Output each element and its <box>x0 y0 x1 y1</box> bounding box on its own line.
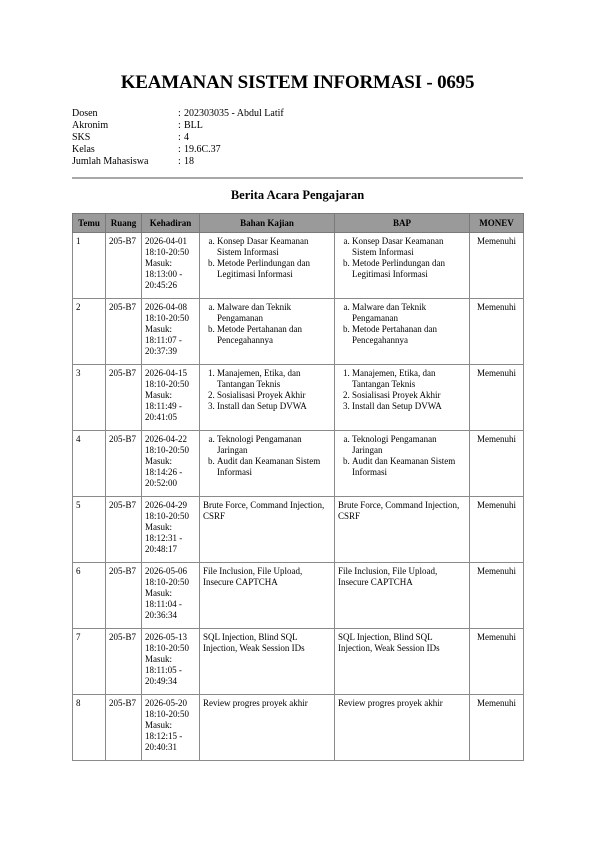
cell-monev <box>470 233 524 299</box>
info-value: 19.6C.37 <box>184 144 221 155</box>
cell-monev <box>470 299 524 365</box>
kehadiran-line: 2026-04-15 <box>145 368 187 378</box>
cell-temu <box>73 629 106 695</box>
cell-kehadiran <box>142 563 200 629</box>
cell-bahan-kajian <box>200 629 335 695</box>
temu-value: 1 <box>76 236 81 246</box>
ruang-value: 205-B7 <box>109 632 136 642</box>
cell-bahan-kajian <box>200 233 335 299</box>
kehadiran-line: 20:40:31 <box>145 742 178 752</box>
table-body <box>73 233 524 761</box>
cell-kehadiran <box>142 299 200 365</box>
list-item: b. Metode Perlindungan dan Legitimasi Informasi <box>352 258 466 280</box>
kehadiran-line: 18:12:15 - <box>145 731 183 741</box>
bahan-text: File Inclusion, File Upload, Insecure CAPTCHA <box>203 566 303 587</box>
cell-bahan-kajian <box>200 695 335 761</box>
monev-status: Memenuhi <box>477 434 516 444</box>
info-row-dosen <box>72 108 284 120</box>
bahan-text: Brute Force, Command Injection, CSRF <box>203 500 325 521</box>
kehadiran-line: 18:10-20:50 <box>145 247 189 257</box>
cell-ruang <box>106 629 142 695</box>
list-item: b. Metode Pertahanan dan Pencegahannya <box>217 324 331 346</box>
ruang-value: 205-B7 <box>109 236 136 246</box>
berita-acara-table <box>72 213 524 761</box>
cell-bap <box>335 695 470 761</box>
kehadiran-line: Masuk: <box>145 522 172 532</box>
table-row <box>73 365 524 431</box>
course-title: KEAMANAN SISTEM INFORMASI - 0695 <box>120 72 475 93</box>
list-item: b. Metode Pertahanan dan Pencegahannya <box>352 324 466 346</box>
bahan-list <box>203 434 331 478</box>
list-item: 3. Install dan Setup DVWA <box>352 401 466 412</box>
info-label: SKS <box>72 132 91 143</box>
temu-value: 7 <box>76 632 81 642</box>
kehadiran-line: 18:13:00 - <box>145 269 183 279</box>
cell-temu <box>73 299 106 365</box>
cell-kehadiran <box>142 431 200 497</box>
temu-value: 4 <box>76 434 81 444</box>
cell-kehadiran <box>142 629 200 695</box>
kehadiran-line: 2026-05-20 <box>145 698 187 708</box>
section-divider <box>72 177 523 179</box>
info-colon: : <box>178 108 181 119</box>
kehadiran-line: 2026-04-08 <box>145 302 187 312</box>
monev-status: Memenuhi <box>477 302 516 312</box>
kehadiran-line: 18:10-20:50 <box>145 709 189 719</box>
kehadiran-line: 20:52:00 <box>145 478 178 488</box>
kehadiran-line: Masuk: <box>145 588 172 598</box>
cell-bahan-kajian <box>200 563 335 629</box>
list-item: 2. Sosialisasi Proyek Akhir <box>217 390 331 401</box>
list-item: 3. Install dan Setup DVWA <box>217 401 331 412</box>
bahan-list <box>203 302 331 346</box>
bahan-list <box>203 236 331 280</box>
cell-ruang <box>106 497 142 563</box>
list-item: b. Audit dan Keamanan Sistem Informasi <box>352 456 466 478</box>
bahan-text: Review progres proyek akhir <box>203 698 308 708</box>
ruang-value: 205-B7 <box>109 500 136 510</box>
bahan-text: SQL Injection, Blind SQL Injection, Weak Session IDs <box>203 632 305 653</box>
header-bahan-kajian: Bahan Kajian <box>200 214 335 233</box>
list-item: 2. Sosialisasi Proyek Akhir <box>352 390 466 401</box>
monev-status: Memenuhi <box>477 632 516 642</box>
list-item: a. Konsep Dasar Keamanan Sistem Informasi <box>217 236 331 258</box>
kehadiran-line: 2026-05-13 <box>145 632 187 642</box>
cell-kehadiran <box>142 365 200 431</box>
info-value: 4 <box>184 132 189 143</box>
list-item: b. Metode Perlindungan dan Legitimasi Informasi <box>217 258 331 280</box>
table-row <box>73 563 524 629</box>
info-label: Akronim <box>72 120 109 131</box>
cell-temu <box>73 563 106 629</box>
info-colon: : <box>178 132 181 143</box>
bap-text: Review progres proyek akhir <box>338 698 443 708</box>
cell-temu <box>73 695 106 761</box>
temu-value: 2 <box>76 302 81 312</box>
table-row <box>73 233 524 299</box>
kehadiran-line: 2026-04-01 <box>145 236 187 246</box>
info-colon: : <box>178 144 181 155</box>
kehadiran-line: 2026-04-29 <box>145 500 187 510</box>
header-monev: MONEV <box>470 214 524 233</box>
cell-temu <box>73 233 106 299</box>
info-value: BLL <box>184 120 203 131</box>
monev-status: Memenuhi <box>477 236 516 246</box>
kehadiran-line: 18:14:26 - <box>145 467 183 477</box>
cell-monev <box>470 497 524 563</box>
bap-list <box>338 368 466 412</box>
bap-list <box>338 302 466 346</box>
bap-text: Brute Force, Command Injection, CSRF <box>338 500 460 521</box>
cell-bap <box>335 299 470 365</box>
cell-ruang <box>106 431 142 497</box>
table-row <box>73 431 524 497</box>
kehadiran-line: 20:37:39 <box>145 346 178 356</box>
bap-text: SQL Injection, Blind SQL Injection, Weak Session IDs <box>338 632 440 653</box>
cell-bap <box>335 629 470 695</box>
kehadiran-line: 18:11:04 - <box>145 599 182 609</box>
info-label: Jumlah Mahasiswa <box>72 156 149 167</box>
cell-bahan-kajian <box>200 365 335 431</box>
header-ruang: Ruang <box>106 214 142 233</box>
temu-value: 3 <box>76 368 81 378</box>
ruang-value: 205-B7 <box>109 698 136 708</box>
monev-status: Memenuhi <box>477 566 516 576</box>
cell-kehadiran <box>142 233 200 299</box>
kehadiran-line: 20:45:26 <box>145 280 178 290</box>
cell-monev <box>470 365 524 431</box>
cell-monev <box>470 431 524 497</box>
cell-bahan-kajian <box>200 497 335 563</box>
cell-monev <box>470 629 524 695</box>
kehadiran-line: 20:49:34 <box>145 676 178 686</box>
cell-bap <box>335 563 470 629</box>
cell-ruang <box>106 299 142 365</box>
info-row-kelas <box>72 144 284 156</box>
kehadiran-line: 18:11:49 - <box>145 401 182 411</box>
cell-ruang <box>106 233 142 299</box>
list-item: 1. Manajemen, Etika, dan Tantangan Teknis <box>352 368 466 390</box>
cell-bahan-kajian <box>200 299 335 365</box>
kehadiran-line: 18:10-20:50 <box>145 577 189 587</box>
list-item: b. Audit dan Keamanan Sistem Informasi <box>217 456 331 478</box>
ruang-value: 205-B7 <box>109 434 136 444</box>
kehadiran-line: 2026-05-06 <box>145 566 187 576</box>
bahan-list <box>203 368 331 412</box>
course-info <box>72 108 284 168</box>
cell-temu <box>73 497 106 563</box>
table-row <box>73 629 524 695</box>
kehadiran-line: 18:10-20:50 <box>145 379 189 389</box>
cell-ruang <box>106 365 142 431</box>
section-title: Berita Acara Pengajaran <box>230 188 365 202</box>
info-value: 202303035 - Abdul Latif <box>184 108 284 119</box>
info-colon: : <box>178 120 181 131</box>
list-item: a. Konsep Dasar Keamanan Sistem Informasi <box>352 236 466 258</box>
kehadiran-line: Masuk: <box>145 456 172 466</box>
monev-status: Memenuhi <box>477 698 516 708</box>
temu-value: 8 <box>76 698 81 708</box>
table-row <box>73 299 524 365</box>
cell-bap <box>335 233 470 299</box>
cell-ruang <box>106 695 142 761</box>
info-label: Kelas <box>72 144 95 155</box>
ruang-value: 205-B7 <box>109 302 136 312</box>
kehadiran-line: 18:11:05 - <box>145 665 182 675</box>
info-row-sks <box>72 132 284 144</box>
kehadiran-line: Masuk: <box>145 654 172 664</box>
table-row <box>73 695 524 761</box>
cell-monev <box>470 695 524 761</box>
monev-status: Memenuhi <box>477 500 516 510</box>
kehadiran-line: 2026-04-22 <box>145 434 187 444</box>
temu-value: 6 <box>76 566 81 576</box>
kehadiran-line: 18:11:07 - <box>145 335 182 345</box>
kehadiran-line: Masuk: <box>145 720 172 730</box>
kehadiran-line: 18:10-20:50 <box>145 511 189 521</box>
list-item: 1. Manajemen, Etika, dan Tantangan Teknis <box>217 368 331 390</box>
cell-bap <box>335 365 470 431</box>
cell-kehadiran <box>142 497 200 563</box>
kehadiran-line: 20:41:05 <box>145 412 178 422</box>
list-item: a. Teknologi Pengamanan Jaringan <box>352 434 466 456</box>
ruang-value: 205-B7 <box>109 368 136 378</box>
list-item: a. Malware dan Teknik Pengamanan <box>352 302 466 324</box>
info-value: 18 <box>184 156 194 167</box>
cell-temu <box>73 365 106 431</box>
cell-monev <box>470 563 524 629</box>
kehadiran-line: 20:48:17 <box>145 544 178 554</box>
temu-value: 5 <box>76 500 81 510</box>
cell-temu <box>73 431 106 497</box>
cell-kehadiran <box>142 695 200 761</box>
kehadiran-line: Masuk: <box>145 258 172 268</box>
bap-text: File Inclusion, File Upload, Insecure CAPTCHA <box>338 566 438 587</box>
cell-ruang <box>106 563 142 629</box>
monev-status: Memenuhi <box>477 368 516 378</box>
kehadiran-line: 18:10-20:50 <box>145 643 189 653</box>
info-row-akronim <box>72 120 284 132</box>
kehadiran-line: 18:10-20:50 <box>145 313 189 323</box>
kehadiran-line: 20:36:34 <box>145 610 178 620</box>
kehadiran-line: Masuk: <box>145 390 172 400</box>
list-item: a. Malware dan Teknik Pengamanan <box>217 302 331 324</box>
kehadiran-line: 18:10-20:50 <box>145 445 189 455</box>
header-bap: BAP <box>335 214 470 233</box>
header-kehadiran: Kehadiran <box>142 214 200 233</box>
header-temu: Temu <box>73 214 106 233</box>
table-row <box>73 497 524 563</box>
info-row-jumlah-mahasiswa <box>72 156 284 168</box>
kehadiran-line: Masuk: <box>145 324 172 334</box>
bap-list <box>338 434 466 478</box>
table-header-row <box>73 214 524 233</box>
info-colon: : <box>178 156 181 167</box>
cell-bap <box>335 497 470 563</box>
cell-bap <box>335 431 470 497</box>
ruang-value: 205-B7 <box>109 566 136 576</box>
kehadiran-line: 18:12:31 - <box>145 533 183 543</box>
cell-bahan-kajian <box>200 431 335 497</box>
list-item: a. Teknologi Pengamanan Jaringan <box>217 434 331 456</box>
bap-list <box>338 236 466 280</box>
info-label: Dosen <box>72 108 98 119</box>
